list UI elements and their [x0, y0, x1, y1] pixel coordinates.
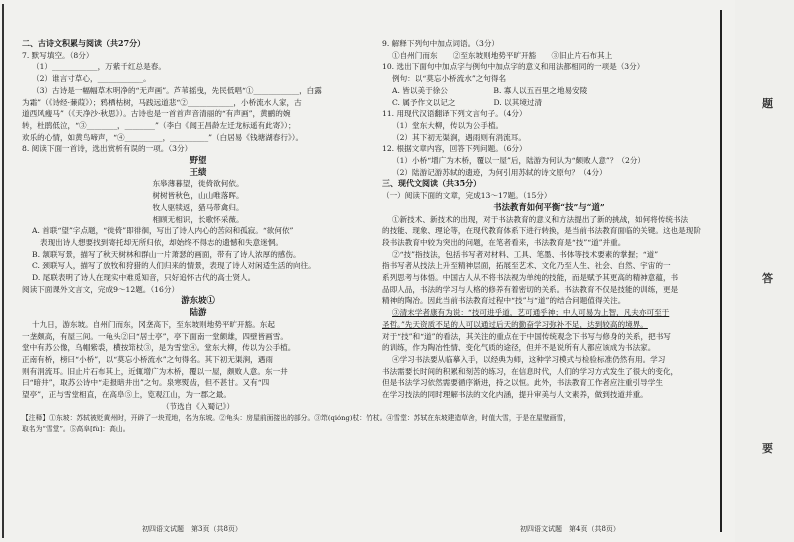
right-text-line: ④学习书法要从临摹入手，以经典为师，这种学习模式与检验标准仍然有用。学习 [392, 354, 666, 364]
left-text-line: B. 颔联写景，描写了秋天树林和群山一片萧瑟的画面，带有了诗人浓厚的感伤。 [32, 249, 301, 259]
left-text-line: （2）谁言寸草心，____________。 [32, 74, 151, 84]
right-text-line: 段书法教育中较为突出的问题，在笔者看来，书法教育是“技”“道”并重。 [382, 237, 626, 247]
right-text-line: （2）陆游记游苏轼的遗迹，为何引用苏轼的诗文原句？（4分） [392, 167, 607, 177]
left-text-line: 二、古诗文积累与阅读（共27分） [22, 38, 146, 48]
right-text-line: （一）阅读下面的文章，完成13～17题。（15分） [382, 191, 552, 201]
left-text-line: 取名为“雪堂”。⑤高阜[fù]：高山。 [22, 425, 130, 434]
right-text-line: 书法需要长时间的积累和刻苦的练习，在信息时代，人们的学习方式发生了很大的变化， [382, 366, 679, 376]
right-text-line: 12. 根据文章内容，回答下列问题。（6分） [382, 144, 527, 154]
left-text-line: 转，杜鹃低泣，“③________，________”（李白《闻王昌龄左迁龙标遥有此寄》）； [22, 120, 296, 130]
right-text-line: 对于“技”和“道”的看法，其关注的重点在于中国传统观念下书写与修身的关系，把书写 [382, 331, 671, 341]
left-text-line: 表现出诗人想要找到寄托却无所归依，却始终不得志的遗憾和失意迷惘。 [40, 237, 283, 247]
left-text-line: 7. 默写填空。（8分） [22, 50, 94, 60]
left-text-line: 曰“暗井”，取苏公诗中“走报暗井出”之句。泉寒熨齿，但不甚甘。又有“四 [22, 378, 270, 388]
left-text-line: C. 颈联写人，描写了放牧和狩猎的人们归来的情景，表现了诗人对闲适生活的向往。 [32, 261, 316, 271]
right-text-line: 例句：以“莫忘小桥流水”之句得名 [392, 74, 507, 84]
left-text-line: 道西风瘦马”（《天净沙·秋思》）。古诗也是一首首声音清丽的“有声画”，黄鹂的婉 [22, 109, 291, 119]
right-text-line: （1）堂东大柳，传以为公手植。 [392, 120, 504, 130]
right-text-line: 11. 用现代汉语翻译下列文言句子。（4分） [382, 109, 527, 119]
right-text-line: 但是书法学习依然需要循序渐进，持之以恒。此外，书法教育工作者应注重引导学生 [382, 378, 663, 388]
left-text-line: （节选自《入蜀记》） [161, 401, 235, 411]
left-text-line: 东皋薄暮望，徙倚欲何依。 [152, 179, 244, 189]
right-text-line: 系列思考与体悟。中国古人从不将书法视为单纯的技能，而是赋予其更高的精神意蕴，书 [382, 273, 679, 283]
left-text-line: （1）____________，万紫千红总是春。 [32, 62, 166, 72]
left-text-line: 望亭”，正与雪堂相直，在高阜⑤上，览观江山，为一郡之最。 [22, 390, 231, 400]
binding-mark: 题 [762, 97, 773, 110]
left-text-line: 8. 阅读下面一首诗，选出赏析有误的一项。（3分） [22, 144, 193, 154]
left-text-line: 则有涓流耳。旧止片石布其上，近辄增广为木桥，覆以一屋，颇败人意。东一井 [22, 366, 288, 376]
left-text-line: 游东坡① [181, 295, 215, 306]
right-text-line: 在学习技法的同时理解书法的文化内涵，提升审美与人文素养，做到技道并重。 [382, 390, 648, 400]
right-text-line: 品即人品，书法的学习与人格的修养有着密切的关系。书法教育不仅是技能的训练，更是 [382, 284, 679, 294]
right-text-line: C. 属予作文以记之 D. 以其境过清 [392, 97, 543, 107]
right-text-line: （2）其下初无渠涧，遇雨则有涓流耳。 [392, 132, 526, 142]
right-text-line: 圣哲。”先天资质不足的人可以通过后天的勤奋学习弥补不足，达到较高的境界。 [382, 319, 648, 329]
left-text-line: 阅读下面课外文言文，完成9～12题。（16分） [22, 284, 180, 294]
left-text-line: 为霜”（《诗经·蒹葭》）；鸦栖枯树，马践远道悲“②____________，小桥流水人家，古 [22, 97, 302, 107]
right-text-line: ①新技术、新技术的出现，对于书法教育的意义和方法提出了新的挑战，如何将传统书法 [392, 214, 689, 224]
left-text-line: 【注释】①东坡：苏轼被贬黄州时，开辟了一块荒地，名为东坡。②龟头：房屋前面接出的部分。③筇(qióng)杖：竹杖。④雪堂：苏轼在东坡建造草舍，时值大雪，于是在屋壁画雪， [22, 413, 571, 422]
right-text-line: 的技能、现象、理论等，在现代教育体系下进行转换，是当前书法教育面临的关键。这也是现阶 [382, 226, 701, 236]
left-text-line: 野望 [189, 155, 207, 166]
left-text-line: 十九日，游东坡。自州门而东，冈垄高下，至东坡则地势平旷开豁。东起 [32, 319, 275, 329]
right-text-line: ②“技”指技法，包括书写者对材料、工具、笔墨、书体等技术要素的掌握；“道” [392, 249, 659, 259]
right-page-footer: 初四语文试题 第4页（共8页） [520, 525, 620, 533]
right-text-line: ①自州门而东 ②至东坡则地势平旷开豁 ③旧止片石布其上 [392, 50, 613, 60]
right-text-line: 9. 解释下列句中加点词语。（3分） [382, 39, 500, 48]
left-text-line: 正南有桥，榜曰“小桥”，以“莫忘小桥流水”之句得名。其下初无渠涧，遇雨 [22, 354, 273, 364]
right-text-line: A. 皆以美于徐公 B. 寡人以五百里之地易安陵 [392, 85, 588, 95]
left-text-line: 牧人驱犊返，猎马带禽归。 [152, 202, 244, 212]
left-text-line: 一垄颇高，有屋三间。一龟头②曰“居士亭”，亭下面南一堂颇雄，四壁皆画雪。 [22, 331, 288, 341]
left-text-line: 相顾无相识，长歌怀采薇。 [152, 214, 244, 224]
right-text-line: 10. 选出下面句中加点字与例句中加点字的意义和用法都相同的一项是（3分） [382, 62, 645, 72]
left-text-line: 堂中有苏公像，乌帽紫裘，横按筇杖③，是为雪堂④。堂东大柳，传以为公手植。 [22, 343, 296, 353]
right-column [382, 38, 716, 401]
right-text-line: ③清末学者康有为说：“技可进乎道，艺可通乎神；中人可易为上智，凡夫亦可至于 [392, 308, 670, 318]
left-text-line: 王绩 [189, 166, 207, 177]
left-border [2, 4, 4, 538]
binding-mark: 答 [762, 272, 773, 285]
right-text-line: （1）小桥“增广为木桥，覆以一屋”后，陆游为何认为“颇败人意”？（2分） [392, 156, 646, 166]
left-text-line: 陆游 [189, 307, 207, 318]
right-text-line: 的训练，作为陶冶性情、变化气质的途径，但并不是说所有人都应该成为书法家。 [382, 343, 656, 353]
left-text-line: 树树皆秋色，山山唯落晖。 [152, 191, 244, 201]
right-text-line: 三、现代文阅读（共35分） [382, 178, 482, 189]
right-text-line: 精神的陶冶。因此当前书法教育过程中“技”与“道”的结合问题值得关注。 [382, 296, 626, 306]
left-text-line: A. 首联“望”字点题，“徙倚”即徘徊，写出了诗人内心的苦闷和孤寂。“欲何依” [32, 226, 294, 236]
left-text-line: D. 尾联表明了诗人在现实中难觅知音，只好追怀古代的高士贤人。 [32, 273, 256, 283]
left-page-footer: 初四语文试题 第3页（共8页） [142, 525, 242, 533]
left-text-line: （3）古诗是一幅幅草木明净的“无声画”。芦苇摇曳，先民低唱“①____________，白露 [32, 85, 322, 95]
right-text-line: 指书写者从技法上升至精神层面，拓展至艺术、文化乃至人生、社会、自然、宇宙的一 [382, 261, 671, 271]
binding-margin [735, 0, 794, 542]
right-text-line: 书法教育如何平衡“技”与“道” [493, 201, 605, 212]
left-text-line: 欢乐的心情，如黄鸟啼声，“④__________，__________”（白居易《钱塘湖春行》）。 [22, 132, 304, 142]
fold-line [720, 10, 722, 532]
binding-mark: 要 [762, 442, 773, 455]
